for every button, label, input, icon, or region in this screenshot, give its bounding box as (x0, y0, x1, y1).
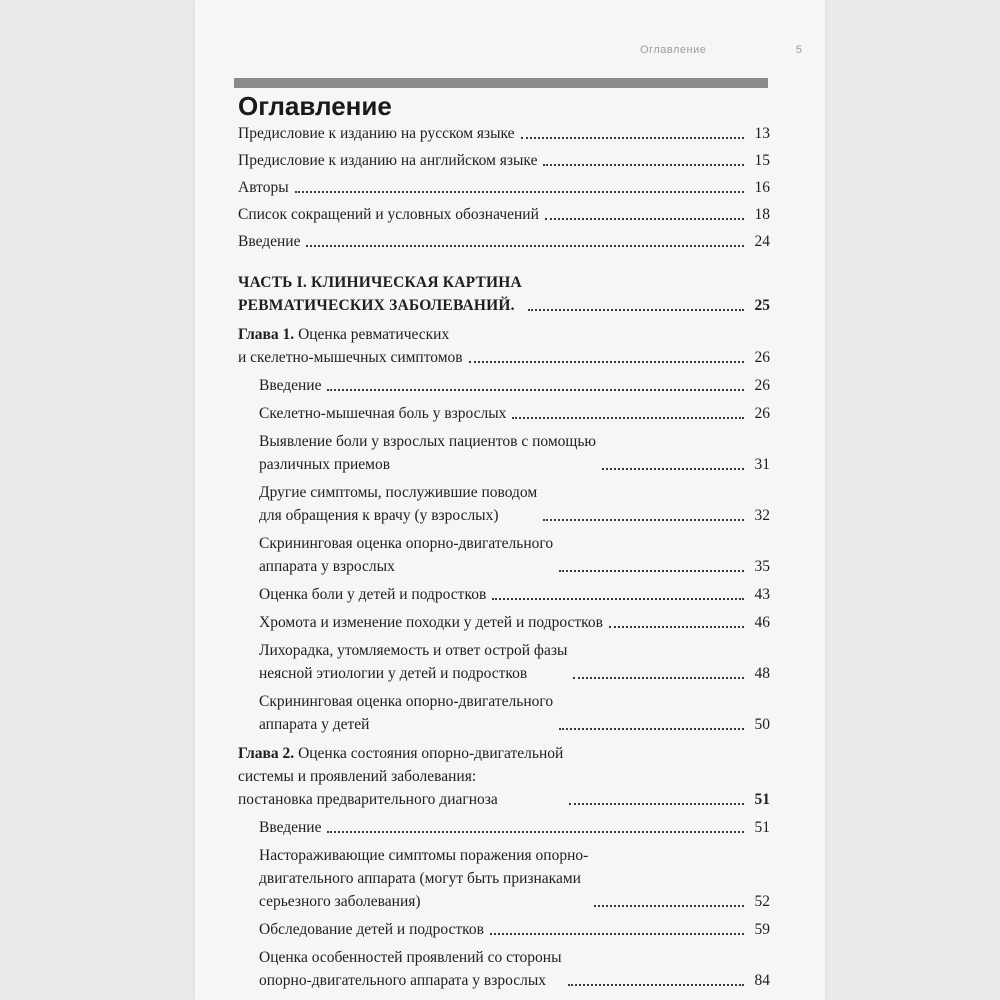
toc-entry-abbreviations[interactable] (238, 203, 770, 226)
toc-section-page: 84 (754, 972, 770, 989)
section-title-line: Выявление боли у взрослых пациентов с помощью (259, 433, 596, 450)
section-title-line: различных приемов (259, 456, 391, 473)
toc-section[interactable] (238, 532, 770, 578)
dot-leader (512, 417, 744, 419)
toc-entry-authors[interactable] (238, 176, 770, 199)
dot-leader (559, 728, 744, 730)
toc-section[interactable] (238, 639, 770, 685)
toc-section-page: 48 (754, 665, 770, 682)
chapter-title-line-2: и скелетно-мышечных симптомов (238, 349, 463, 366)
section-title-line: Настораживающие симптомы поражения опорно- (259, 847, 589, 864)
section-title-line: Другие симптомы, послужившие поводом (259, 484, 538, 501)
dot-leader (594, 905, 744, 907)
section-title-line: Введение (259, 377, 322, 394)
section-title-line: Хромота и изменение походки у детей и подростков (259, 614, 603, 631)
dot-leader (573, 677, 744, 679)
toc-chapter-page: 51 (754, 791, 770, 808)
toc-entry-title: Список сокращений и условных обозначений (238, 206, 539, 223)
running-header-title: Оглавление (640, 44, 707, 56)
toc-section-page: 50 (754, 716, 770, 733)
toc-section-page: 43 (754, 586, 770, 603)
toc-section-page: 32 (754, 507, 770, 524)
toc-section[interactable] (238, 918, 770, 941)
chapter-title-line-1: Оценка состояния опорно-двигательной (298, 745, 564, 762)
section-title-line: Введение (259, 819, 322, 836)
toc-title: Оглавление (238, 91, 392, 121)
toc-part-1[interactable] (238, 271, 770, 317)
section-title-line: двигательного аппарата (могут быть признаками (259, 870, 581, 887)
toc-entry-title: Введение (238, 233, 301, 250)
chapter-label: Глава 2. (238, 745, 295, 762)
toc-entry-page: 13 (754, 125, 770, 142)
section-title-line: Оценка особенностей проявлений со стороны (259, 949, 562, 966)
toc-section[interactable] (238, 430, 770, 476)
dot-leader (469, 361, 744, 363)
dot-leader (521, 137, 744, 139)
section-title-line: Скрининговая оценка опорно-двигательного (259, 535, 554, 552)
dot-leader (609, 626, 744, 628)
section-title-line: неясной этиологии у детей и подростков (259, 665, 528, 682)
toc-section-page: 26 (754, 377, 770, 394)
section-title-line: Лихорадка, утомляемость и ответ острой фазы (259, 642, 568, 659)
toc-section[interactable] (238, 946, 770, 992)
dot-leader (327, 831, 744, 833)
dot-leader (490, 933, 744, 935)
running-header-page: 5 (795, 44, 803, 56)
toc-section-page: 31 (754, 456, 770, 473)
toc-entry-page: 15 (754, 152, 770, 169)
table-of-contents (238, 90, 770, 992)
toc-part-line-1: ЧАСТЬ I. КЛИНИЧЕСКАЯ КАРТИНА (238, 274, 522, 291)
header-rule (234, 78, 768, 88)
toc-chapter-1[interactable] (238, 323, 770, 369)
toc-entry-title: Предисловие к изданию на английском языке (238, 152, 538, 169)
toc-part-title (238, 271, 522, 317)
dot-leader (306, 245, 744, 247)
toc-section[interactable] (238, 690, 770, 736)
toc-section-page: 26 (754, 405, 770, 422)
dot-leader (543, 164, 744, 166)
chapter-title-line-3: постановка предварительного диагноза (238, 791, 498, 808)
dot-leader (295, 191, 744, 193)
section-title-line: Скелетно-мышечная боль у взрослых (259, 405, 507, 422)
dot-leader (545, 218, 744, 220)
toc-chapter-page: 26 (754, 349, 770, 366)
toc-part-page: 25 (754, 297, 770, 314)
toc-entry-page: 16 (754, 179, 770, 196)
dot-leader (602, 468, 744, 470)
section-title-line: Скрининговая оценка опорно-двигательного (259, 693, 554, 710)
dot-leader (528, 309, 744, 311)
section-title-line: серьезного заболевания) (259, 893, 421, 910)
chapter-label: Глава 1. (238, 326, 295, 343)
toc-entry-title: Предисловие к изданию на русском языке (238, 125, 515, 142)
toc-section-page: 35 (754, 558, 770, 575)
chapter-title-line-2: системы и проявлений заболевания: (238, 768, 477, 785)
dot-leader (568, 984, 745, 986)
dot-leader (569, 803, 744, 805)
toc-entry-page: 24 (754, 233, 770, 250)
running-header (640, 44, 803, 56)
toc-section[interactable] (238, 816, 770, 839)
toc-chapter-title (238, 323, 463, 369)
toc-section[interactable] (238, 611, 770, 634)
toc-entry-title: Авторы (238, 179, 289, 196)
toc-entry-preface-ru[interactable] (238, 122, 770, 145)
section-title-line: для обращения к врачу (у взрослых) (259, 507, 499, 524)
toc-chapter-title (238, 742, 563, 811)
chapter-title-line-1: Оценка ревматических (298, 326, 450, 343)
dot-leader (559, 570, 744, 572)
toc-section[interactable] (238, 844, 770, 913)
toc-section[interactable] (238, 374, 770, 397)
toc-section-page: 46 (754, 614, 770, 631)
section-title-line: Оценка боли у детей и подростков (259, 586, 487, 603)
toc-section[interactable] (238, 481, 770, 527)
section-title-line: опорно-двигательного аппарата у взрослых (259, 972, 547, 989)
dot-leader (327, 389, 744, 391)
toc-section-page: 59 (754, 921, 770, 938)
toc-part-line-2: РЕВМАТИЧЕСКИХ ЗАБОЛЕВАНИЙ. (238, 297, 515, 314)
toc-chapter-2[interactable] (238, 742, 770, 811)
toc-entry-page: 18 (754, 206, 770, 223)
dot-leader (492, 598, 744, 600)
section-title-line: аппарата у взрослых (259, 558, 395, 575)
toc-section-page: 51 (754, 819, 770, 836)
toc-section[interactable] (238, 583, 770, 606)
section-title-line: Обследование детей и подростков (259, 921, 484, 938)
toc-section[interactable] (238, 402, 770, 425)
dot-leader (543, 519, 744, 521)
toc-section-page: 52 (754, 893, 770, 910)
toc-entry-preface-en[interactable] (238, 149, 770, 172)
toc-entry-introduction[interactable] (238, 230, 770, 253)
section-title-line: аппарата у детей (259, 716, 370, 733)
